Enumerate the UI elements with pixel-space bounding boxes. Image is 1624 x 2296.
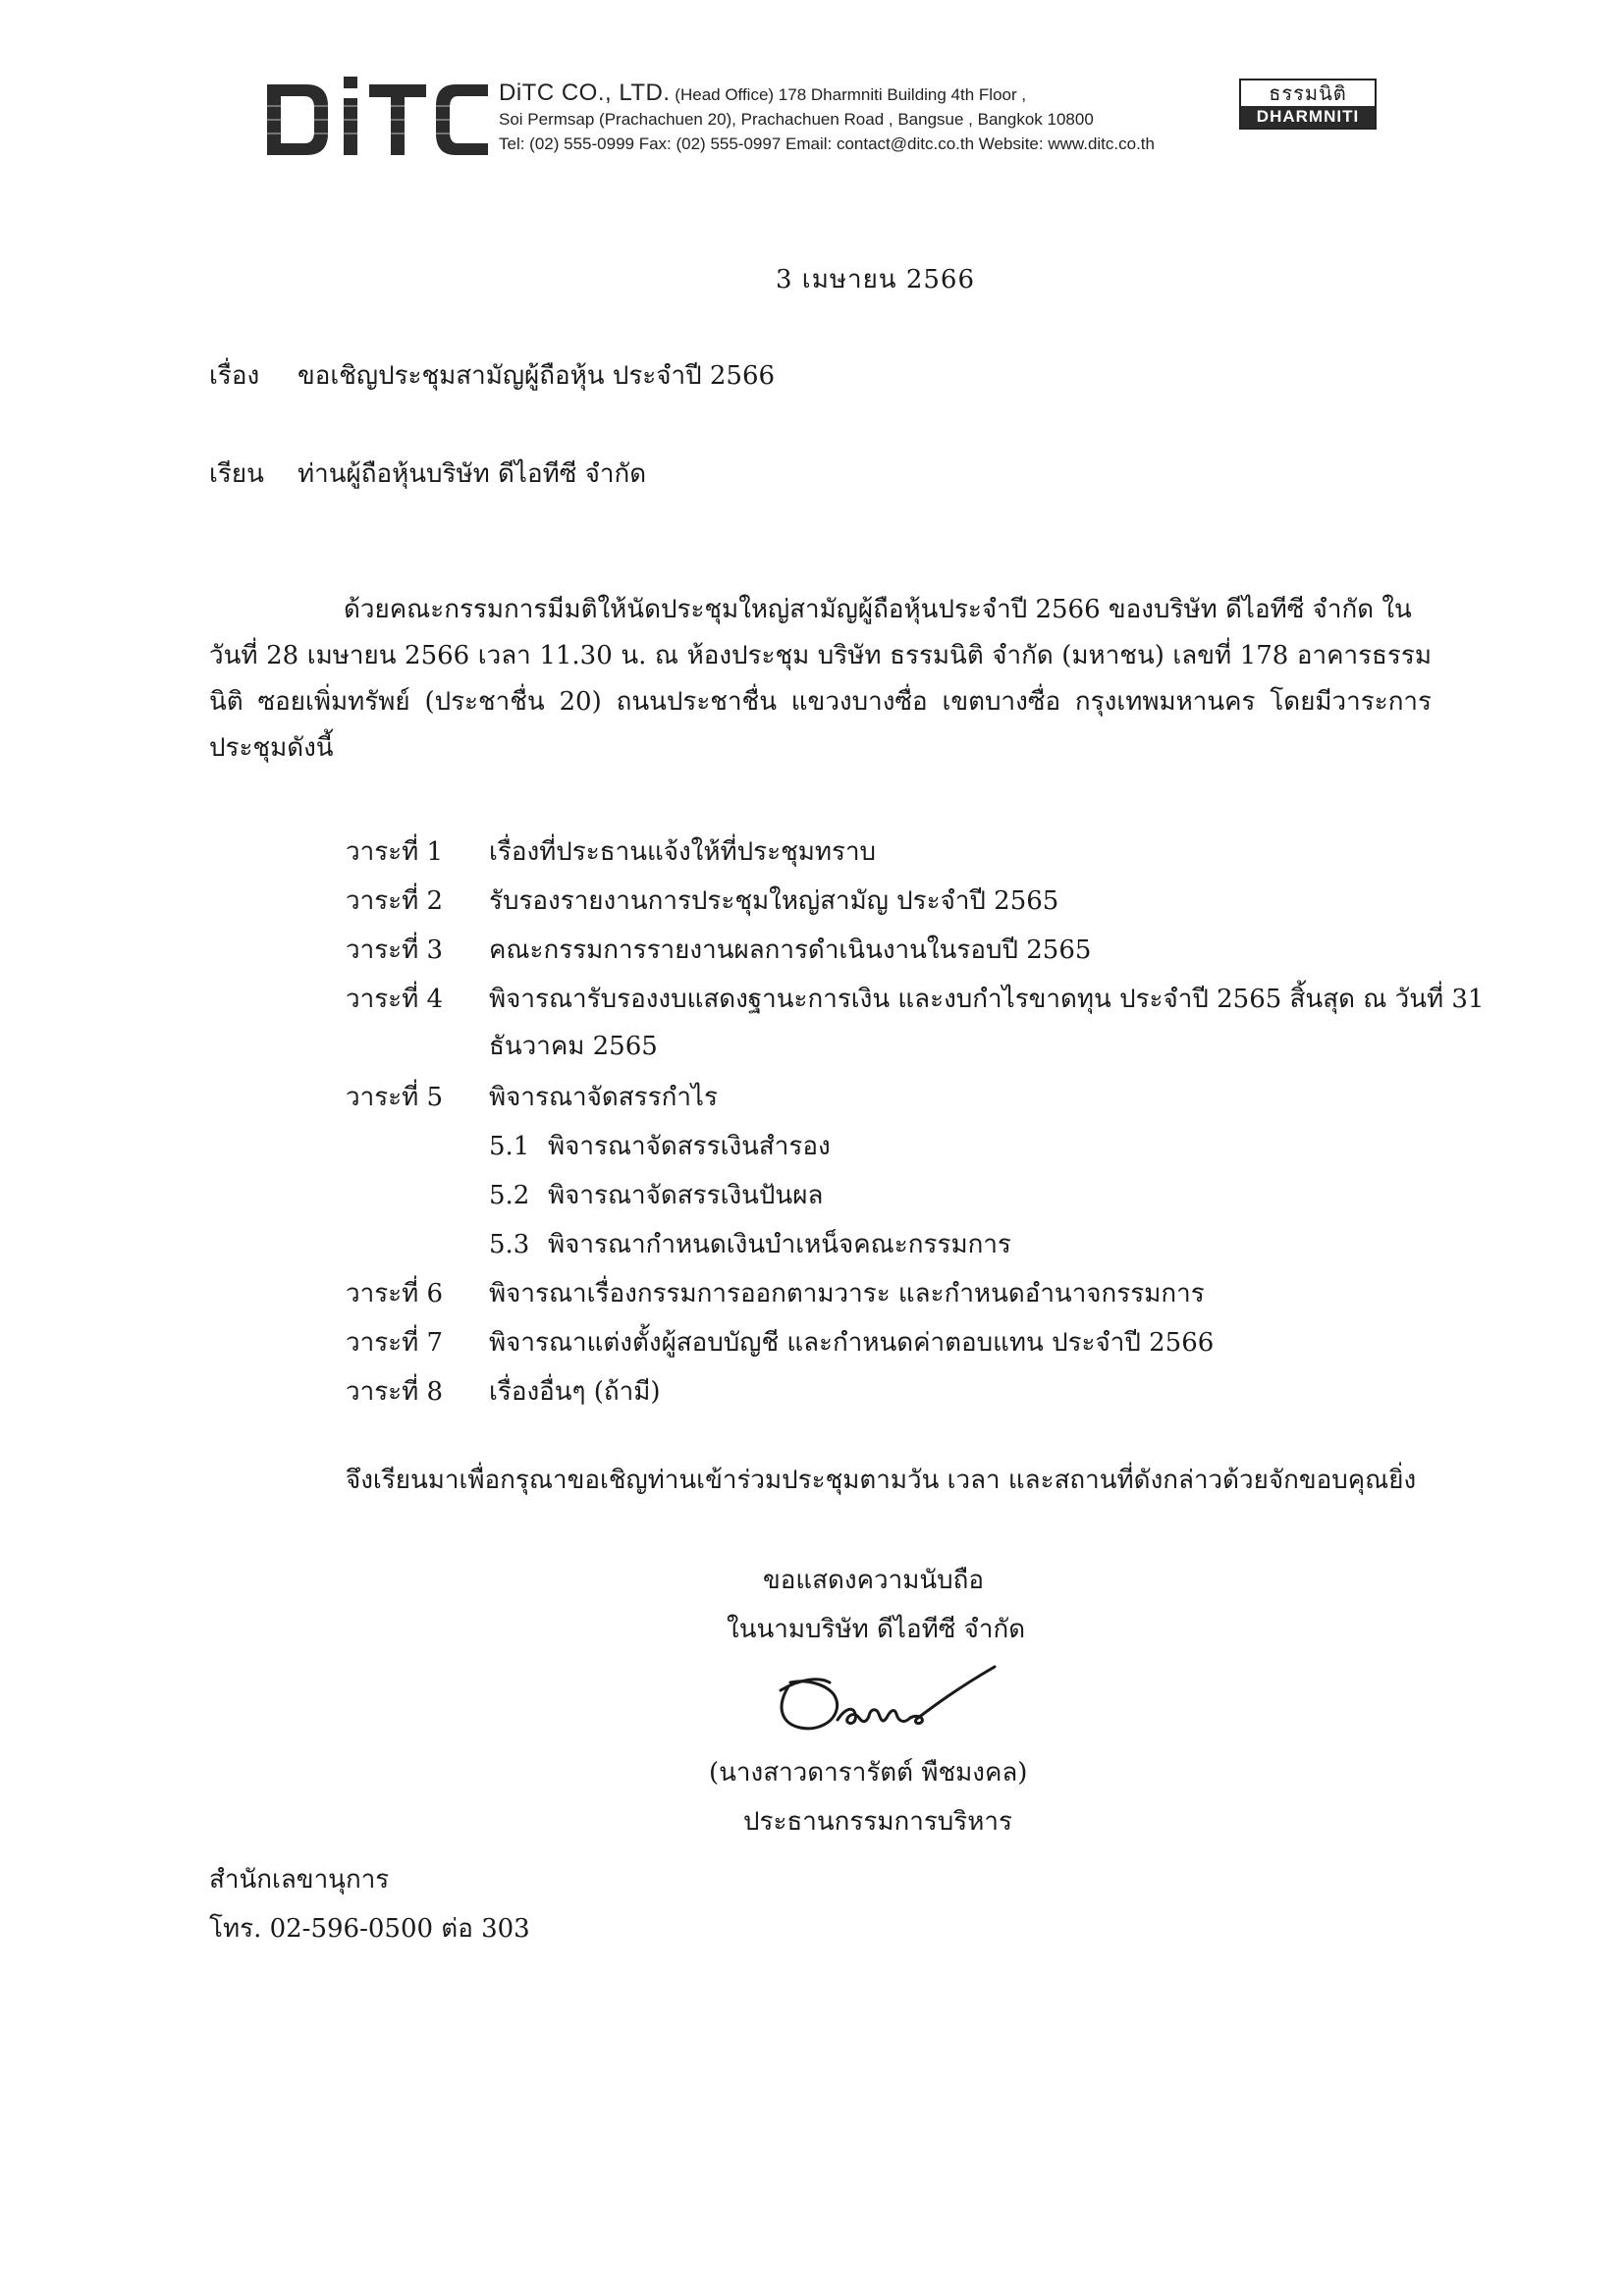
agenda-text-6: พิจารณาเรื่องกรรมการออกตามวาระ และกำหนดอำนาจกรรมการ bbox=[489, 1279, 1205, 1308]
company-name: DiTC CO., LTD. bbox=[499, 80, 671, 106]
badge-thai: ธรรมนิติ bbox=[1269, 81, 1347, 105]
sign-on-behalf: ในนามบริษัท ดีไอทีซี จำกัด bbox=[727, 1615, 1026, 1644]
agenda-text-3: คณะกรรมการรายงานผลการดำเนินงานในรอบปี 2565 bbox=[489, 935, 1092, 965]
paragraph-line: นิติ ซอยเพิ่มทรัพย์ (ประชาชื่น 20) ถนนประชาชื่น แขวงบางซื่อ เขตบางซื่อ กรุงเทพมหานคร โดยมีวาระการ bbox=[209, 687, 1432, 717]
agenda-label-8: วาระที่ 8 bbox=[346, 1377, 444, 1407]
closing-sentence: จึงเรียนมาเพื่อกรุณาขอเชิญท่านเข้าร่วมประชุมตามวัน เวลา และสถานที่ดังกล่าวด้วยจักขอบคุณยิ่ง bbox=[346, 1466, 1417, 1495]
head-office: (Head Office) 178 Dharmniti Building 4th Floor , bbox=[675, 85, 1027, 104]
agenda-text-4-cont: ธันวาคม 2565 bbox=[489, 1032, 658, 1061]
handwritten-signature bbox=[761, 1649, 1016, 1757]
to-text: ท่านผู้ถือหุ้นบริษัท ดีไอทีซี จำกัด bbox=[298, 459, 647, 489]
sub-agenda-text-5-2: พิจารณาจัดสรรเงินปันผล bbox=[548, 1181, 824, 1210]
badge-english: DHARMNITI bbox=[1241, 106, 1375, 128]
agenda-label-3: วาระที่ 3 bbox=[346, 935, 444, 965]
agenda-text-7: พิจารณาแต่งตั้งผู้สอบบัญชี และกำหนดค่าตอบแทน ประจำปี 2566 bbox=[489, 1328, 1215, 1358]
subject-text: ขอเชิญประชุมสามัญผู้ถือหุ้น ประจำปี 2566 bbox=[298, 361, 776, 391]
agenda-text-4: พิจารณารับรองงบแสดงฐานะการเงิน และงบกำไรขาดทุน ประจำปี 2565 สิ้นสุด ณ วันที่ 31 bbox=[489, 985, 1485, 1014]
agenda-label-2: วาระที่ 2 bbox=[346, 886, 444, 916]
secretary-phone: โทร. 02-596-0500 ต่อ 303 bbox=[209, 1914, 530, 1944]
dharmniti-badge bbox=[1239, 79, 1377, 130]
signer-title: ประธานกรรมการบริหาร bbox=[743, 1807, 1012, 1837]
agenda-text-2: รับรองรายงานการประชุมใหญ่สามัญ ประจำปี 2565 bbox=[489, 886, 1059, 916]
company-address: Soi Permsap (Prachachuen 20), Prachachuen Road , Bangsue , Bangkok 10800 bbox=[499, 110, 1094, 129]
sub-agenda-number-5-2: 5.2 bbox=[489, 1181, 530, 1210]
body-paragraph bbox=[209, 587, 1432, 772]
sub-agenda-number-5-3: 5.3 bbox=[489, 1230, 530, 1259]
agenda-label-1: วาระที่ 1 bbox=[346, 837, 444, 867]
ditc-logo bbox=[267, 77, 488, 161]
subject-label: เรื่อง bbox=[209, 361, 260, 391]
sub-agenda-text-5-3: พิจารณากำหนดเงินบำเหน็จคณะกรรมการ bbox=[548, 1230, 1011, 1259]
agenda-text-5: พิจารณาจัดสรรกำไร bbox=[489, 1083, 718, 1112]
paragraph-line: วันที่ 28 เมษายน 2566 เวลา 11.30 น. ณ ห้องประชุม บริษัท ธรรมนิติ จำกัด (มหาชน) เลขที่ 178 อาคารธรรม bbox=[209, 641, 1432, 670]
agenda-label-7: วาระที่ 7 bbox=[346, 1328, 444, 1358]
company-info bbox=[499, 80, 1274, 156]
agenda-text-1: เรื่องที่ประธานแจ้งให้ที่ประชุมทราบ bbox=[489, 837, 877, 867]
agenda-label-6: วาระที่ 6 bbox=[346, 1279, 444, 1308]
sub-agenda-number-5-1: 5.1 bbox=[489, 1132, 530, 1161]
signer-name: (นางสาวดารารัตต์ พืชมงคล) bbox=[709, 1758, 1028, 1788]
agenda-text-8: เรื่องอื่นๆ (ถ้ามี) bbox=[489, 1377, 661, 1407]
secretary-office: สำนักเลขานุการ bbox=[209, 1865, 390, 1895]
sign-regards: ขอแสดงความนับถือ bbox=[763, 1566, 984, 1595]
paragraph-line: ประชุมดังนี้ bbox=[209, 733, 334, 763]
agenda-label-4: วาระที่ 4 bbox=[346, 985, 444, 1014]
agenda-label-5: วาระที่ 5 bbox=[346, 1083, 444, 1112]
paragraph-line: ด้วยคณะกรรมการมีมติให้นัดประชุมใหญ่สามัญผู้ถือหุ้นประจำปี 2566 ของบริษัท ดีไอทีซี จำกัด ใน bbox=[344, 595, 1412, 624]
company-contact: Tel: (02) 555-0999 Fax: (02) 555-0997 Email: contact@ditc.co.th Website: www.ditc.co.th bbox=[499, 134, 1155, 153]
sub-agenda-text-5-1: พิจารณาจัดสรรเงินสำรอง bbox=[548, 1132, 831, 1161]
to-label: เรียน bbox=[209, 459, 264, 489]
letter-date: 3 เมษายน 2566 bbox=[776, 265, 976, 294]
